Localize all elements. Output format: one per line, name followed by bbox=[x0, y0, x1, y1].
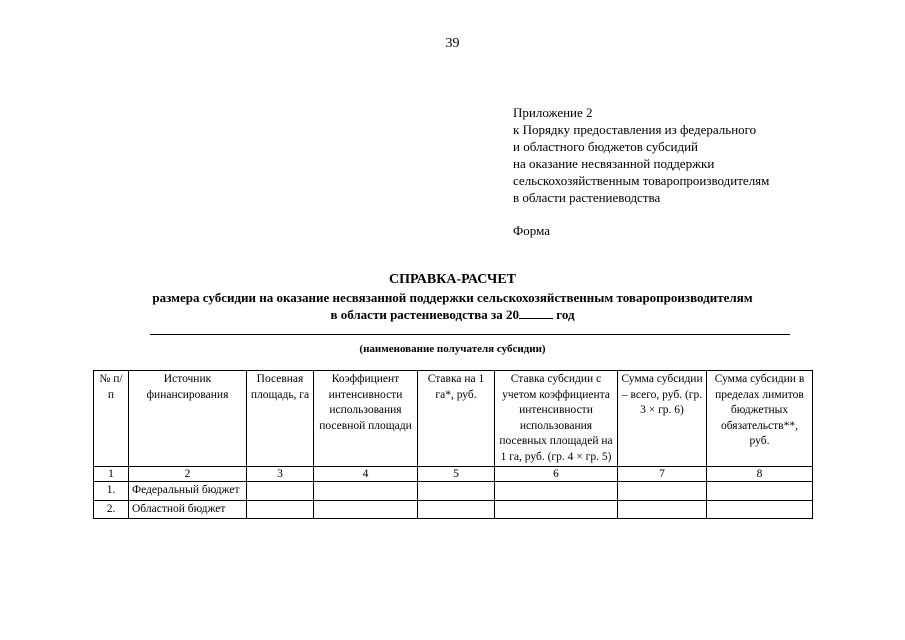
year-blank-field[interactable] bbox=[519, 307, 553, 319]
subsidy-within-limits-cell[interactable] bbox=[707, 500, 813, 519]
header-cell: Коэффициент интенсивности использования посевной площади bbox=[314, 371, 418, 467]
table-row bbox=[94, 482, 813, 501]
document-subtitle: размера субсидии на оказание несвязанной поддержки сельскохозяйственным товаропроизводителям bbox=[152, 290, 753, 305]
appendix-line: на оказание несвязанной поддержки bbox=[513, 156, 715, 171]
column-number: 5 bbox=[418, 467, 495, 482]
row-number: 2. bbox=[94, 500, 129, 519]
intensity-coefficient-cell[interactable] bbox=[314, 482, 418, 501]
subsidy-total-cell[interactable] bbox=[618, 500, 707, 519]
column-number: 3 bbox=[247, 467, 314, 482]
appendix-line: и областного бюджетов субсидий bbox=[513, 139, 698, 154]
header-cell: Ставка на 1 га*, руб. bbox=[418, 371, 495, 467]
recipient-name-field[interactable] bbox=[150, 334, 790, 335]
document-subtitle-year bbox=[0, 307, 905, 323]
table-row bbox=[94, 500, 813, 519]
column-number: 7 bbox=[618, 467, 707, 482]
rate-per-ha-cell[interactable] bbox=[418, 482, 495, 501]
form-label: Форма bbox=[513, 223, 550, 238]
header-cell: Посевная площадь, га bbox=[247, 371, 314, 467]
rate-per-ha-cell[interactable] bbox=[418, 500, 495, 519]
appendix-line: в области растениеводства bbox=[513, 190, 661, 205]
intensity-coefficient-cell[interactable] bbox=[314, 500, 418, 519]
subsidy-rate-cell[interactable] bbox=[495, 500, 618, 519]
column-number: 1 bbox=[94, 467, 129, 482]
sown-area-cell[interactable] bbox=[247, 482, 314, 501]
header-cell: Сумма субсидии в пределах лимитов бюджетных обязательств**, руб. bbox=[707, 371, 813, 467]
subsidy-total-cell[interactable] bbox=[618, 482, 707, 501]
page-number: 39 bbox=[445, 36, 460, 51]
header-cell: Ставка субсидии с учетом коэффициента интенсивности использования посевных площадей на 1 га, руб. (гр. 4 × гр. 5) bbox=[495, 371, 618, 467]
column-number: 8 bbox=[707, 467, 813, 482]
subsidy-rate-cell[interactable] bbox=[495, 482, 618, 501]
sown-area-cell[interactable] bbox=[247, 500, 314, 519]
column-number-row bbox=[94, 467, 813, 482]
subsidy-within-limits-cell[interactable] bbox=[707, 482, 813, 501]
header-cell: Сумма субсидии – всего, руб. (гр. 3 × гр. 6) bbox=[618, 371, 707, 467]
funding-source: Областной бюджет bbox=[129, 500, 247, 519]
year-prefix: в области растениеводства за 20 bbox=[330, 307, 520, 322]
appendix-line: Приложение 2 bbox=[513, 105, 593, 120]
appendix-line: к Порядку предоставления из федерального bbox=[513, 122, 757, 137]
funding-source: Федеральный бюджет bbox=[129, 482, 247, 501]
year-suffix: год bbox=[556, 307, 575, 322]
table-header-row bbox=[94, 371, 813, 467]
column-number: 4 bbox=[314, 467, 418, 482]
header-cell: Источник финансирования bbox=[129, 371, 247, 467]
appendix-line: сельскохозяйственным товаропроизводителям bbox=[513, 173, 770, 188]
row-number: 1. bbox=[94, 482, 129, 501]
column-number: 2 bbox=[129, 467, 247, 482]
document-title: СПРАВКА-РАСЧЕТ bbox=[388, 272, 517, 287]
appendix-header bbox=[513, 104, 769, 239]
recipient-caption: (наименование получателя субсидии) bbox=[359, 343, 546, 355]
header-cell: № п/п bbox=[94, 371, 129, 467]
column-number: 6 bbox=[495, 467, 618, 482]
calculation-table bbox=[93, 370, 813, 519]
